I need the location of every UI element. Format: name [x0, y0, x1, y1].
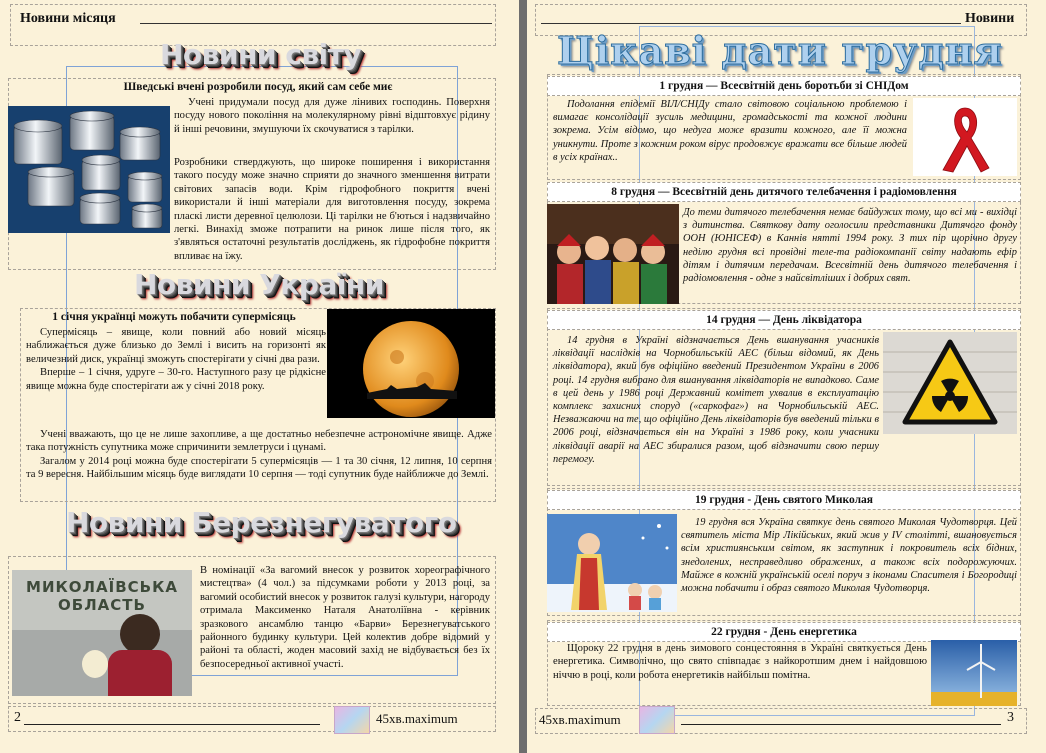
footer-rule [24, 724, 320, 725]
world-news-text-1 [174, 96, 490, 136]
local-news-paragraph: В номінації «За вагомий внесок у розвиток хореографічного мистецтва» (4 чол.) за підсумками роботи у 2013 році, за вагомий особистий внесок у розвиток галузі культури, нагороду отримала Максименко Наталя Анатоліївна - керівник зразкового ансамблю танцю «Барви» Березнегуватського районного будинку культури. Цей колектив добре відомий у районі та області, жоден масовий захід не відбувається без їх безпосередньої активної участі. [200, 565, 490, 670]
dec14-title: 14 грудня — День ліквідатора [547, 310, 1021, 330]
dates-title: Цікаві дати грудня [557, 28, 1003, 73]
dec1-paragraph: Подолання епідемії ВІЛ/СНІДу стало світовою соціальною проблемою і вимагає консолідації зусиль медицини, громадськості та кожної людини зокрема. Усім відомо, що недуга може вразити кожного, але її можна уникнути. Проте з кожним роком вірус продовжує вражати все більше людей в усіх країнах.. [553, 99, 907, 163]
dec1-title: 1 грудня — Всесвітній день боротьби зі СНІДом [547, 76, 1021, 96]
footer-brand: 45хв.maximum [539, 712, 621, 727]
left-header: Новини місяця [20, 11, 116, 26]
header-rule [140, 23, 492, 24]
right-page [527, 0, 1046, 753]
header-rule [541, 23, 961, 24]
dec19-title: 19 грудня - День святого Миколая [547, 490, 1021, 510]
dec22-paragraph: Щороку 22 грудня в день зимового сонцестояння в Україні святкується День енергетика. Символічно, що свято співпадає з найкоротшим днем і найдовшою ніччю в році, коли робота енергетиків найбільш помітна. [553, 643, 927, 681]
dec19-text [681, 516, 1017, 595]
ukraine-news-paragraph: Вперше – 1 січня, удруге – 30-го. Наступного разу це рідкісне явище можна буде спостерігати аж у січні 2018 року. [26, 367, 326, 392]
world-news-paragraph: Учені придумали посуд для дуже лінивих господинь. Поверхня посуду нового покоління на молекулярному рівні відштовхує рідину й інші речовини, змушуючи їх скочуватися з тарілки. [174, 97, 490, 135]
footer-brand: 45хв.maximum [376, 711, 458, 726]
page-number: 2 [14, 710, 21, 725]
local-news-title: Новини Березнегуватого [66, 506, 457, 539]
world-news-headline: Шведські вчені розробили посуд, який сам себе миє [123, 81, 393, 93]
left-page [0, 0, 519, 753]
page-number: 3 [1007, 710, 1014, 725]
children-image [547, 204, 679, 304]
cookware-image [8, 106, 170, 233]
world-news-paragraph: Розробники стверджують, що широке поширення і використання такого посуду може значно сприяти до значного зменшення витрати світових запасів води. Крім гідрофобного покриття вчені використали й інші матеріали для виготовлення посуду, зокрема пласкі листи деревної целюлози. Ці тарілки не б'ються і надзвичайно легкі. Винахід зможе потрапити на ринок лише після того, як з'являться остаточні результатів досліджень, як гідрофобне покриття впливає на їжу. [174, 157, 490, 262]
dec22-text [553, 642, 927, 682]
saint-nicholas-image [547, 514, 677, 612]
wind-turbine-image [931, 640, 1017, 706]
photo-sign: МИКОЛАЇВСЬКА ОБЛАСТЬ [26, 578, 178, 614]
magazine-logo [334, 706, 370, 734]
ukraine-news-paragraph: Учені вважають, що це не лише захопливе, а ще достатньо небезпечне астрономічне явище. Адже така потужність супутника може спричинити землетруси і цунамі. [26, 429, 492, 454]
world-news-title: Новини світу [160, 38, 362, 71]
magazine-logo [639, 706, 675, 734]
ukraine-news-text-1 [26, 326, 326, 393]
radiation-image [883, 332, 1017, 434]
award-photo [12, 570, 192, 696]
dec22-title: 22 грудня - День енергетика [547, 622, 1021, 642]
ukraine-news-paragraph: Загалом у 2014 році можна буде спостерігати 5 суперміcяців — 1 та 30 січня, 12 липня, 10 серпня та 9 вересня. Найбільшим місяць буде виглядати 10 серпня — тоді супутник буде найближче до Землі. [26, 455, 492, 481]
local-news-text [200, 564, 490, 671]
ukraine-news-text-2 [26, 428, 492, 482]
dec14-text [553, 334, 879, 466]
right-header: Новини [965, 11, 1015, 26]
world-news-text-2 [174, 156, 490, 263]
ukraine-news-paragraph: Суперміcяць – явище, коли повний або новий місяць наближається дуже близько до Землі і висить на горизонті як величезний диск, українці зможуть спостерігати у січні два рази. [26, 327, 326, 365]
ukraine-news-headline: 1 січня українці можуть побачити суперміcяць [52, 311, 296, 323]
dec8-text [683, 206, 1017, 285]
ukraine-news-title: Новини України [134, 268, 384, 301]
supermoon-image [327, 309, 495, 418]
dec19-paragraph: 19 грудня вся Україна святкує день святого Миколая Чудотворця. Цей святитель міста Мір Лікійських, який жив у IV столітті, вшановується всім християнським світом, як заступник і покровитель всіх бідних, знедолених, несправедливо ображених, а також всіх подорожуючих. Майже в кожній українській оселі поруч з іконами Спасителя і Богородиці можна побачити і образ святого Миколая Чудотворця. [681, 517, 1017, 595]
dec14-paragraph: 14 грудня в Україні відзначається День вшанування учасників ліквідації наслідків на Чорнобильській АЕС (більш відомий, як День ліквідатора), який був офіційно введений Президентом України в 2006 році. 14 грудня вибрано для вшанування ліквідаторів не випадково. Саме в цей день у 1986 році Державний комітет ухвалив в експлуатацію комплекс захисних споруд («саркофаг») на Чорнобильській АЕС. Незважаючи на те, що офіційно День ліквідаторів був введений тільки в 2006 році, відзначається він на Україні з 1986 року, коли учасники ліквідації аварії на АЕС збиралися разом, щоб відзначити свою першу перемогу. [553, 335, 879, 465]
red-ribbon-image [913, 98, 1017, 176]
dec8-paragraph: До теми дитячого телебачення немає байдужих тому, що всі ми - вихідці з дитинства. Святкову дату оголосили представники Дитячого фонду ООН (ЮНІСЕФ) в Каннів нятті 1994 року. З тих пір щорічно другу неділю грудня всі провідні теле-та радіокомпанії світу надають ефір дітям і дитячим передачам. Всесвітній день дитячого телебачення і радіомовлення - одне з найсвітліших і добрих свят. [683, 207, 1017, 285]
footer-rule [681, 724, 1001, 725]
dec8-title: 8 грудня — Всесвітній день дитячого телебачення і радіомовлення [547, 182, 1021, 202]
dec1-text [553, 98, 907, 164]
